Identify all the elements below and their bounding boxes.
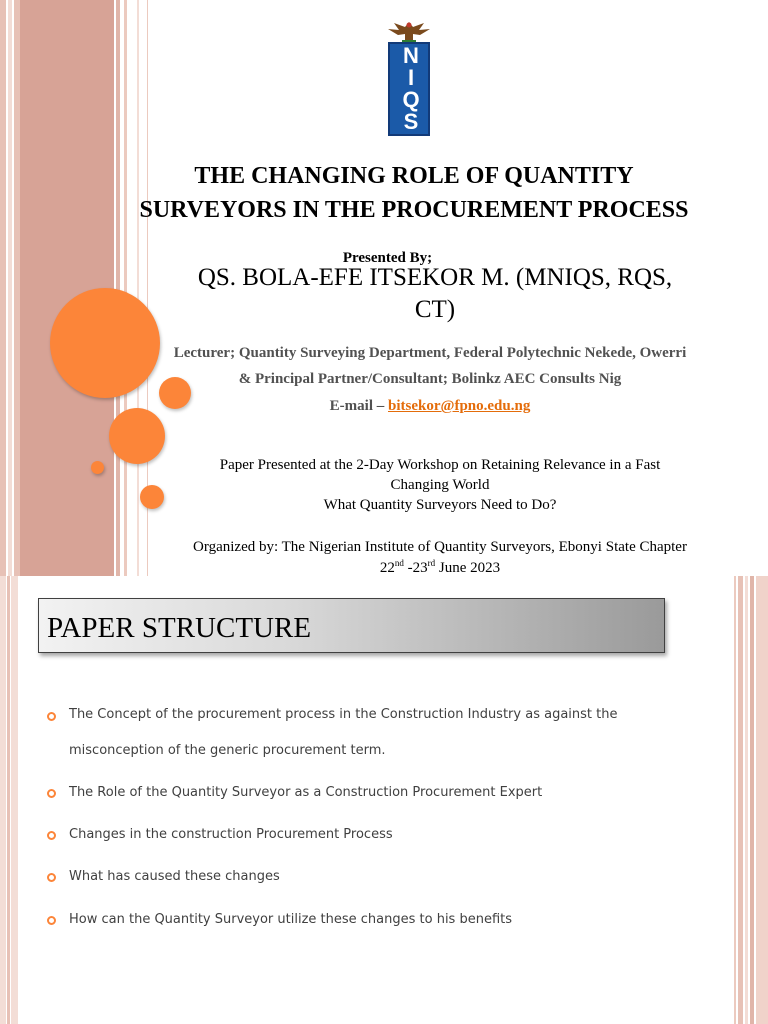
bullet-text-continued: misconception of the generic procurement term.: [69, 743, 386, 758]
niqs-logo: [386, 20, 432, 136]
section-title: PAPER STRUCTURE: [47, 612, 312, 644]
decor-circle: [109, 408, 165, 464]
decor-band: [738, 576, 743, 1024]
decor-band: [11, 576, 18, 1024]
bullet-icon: [47, 873, 56, 882]
email-label: E-mail –: [329, 398, 388, 414]
decor-band: [750, 576, 754, 1024]
paper-structure-slide: [0, 576, 768, 1024]
logo-letter: N: [403, 43, 419, 68]
bullet-text: How can the Quantity Surveyor utilize these changes to his benefits: [69, 912, 513, 927]
decor-band: [734, 576, 736, 1024]
paper-info-line-2: Changing World: [390, 477, 490, 493]
bullet-text: Changes in the construction Procurement Process: [69, 827, 393, 842]
decor-band: [0, 576, 6, 1024]
decor-band: [756, 576, 768, 1024]
bullet-text: The Concept of the procurement process in the Construction Industry as against the: [69, 707, 618, 722]
email-link[interactable]: bitsekor@fpno.edu.ng: [388, 398, 531, 414]
slide-title-line-2: SURVEYORS IN THE PROCUREMENT PROCESS: [139, 197, 689, 223]
bullet-icon: [47, 831, 56, 840]
decor-band: [116, 0, 120, 576]
slide-title-line-1: THE CHANGING ROLE OF QUANTITY: [194, 163, 634, 189]
decor-band: [0, 0, 6, 576]
decor-band: [137, 0, 139, 576]
logo-letter: S: [403, 109, 419, 134]
presenter-name-line-1: QS. BOLA-EFE ITSEKOR M. (MNIQS, RQS,: [197, 264, 673, 291]
bullet-icon: [47, 916, 56, 925]
email-line: [100, 398, 760, 415]
paper-info-line-1: Paper Presented at the 2-Day Workshop on Retaining Relevance in a Fast: [219, 457, 661, 473]
bullet-icon: [47, 712, 56, 721]
logo-plate: [388, 42, 430, 136]
decor-band: [7, 576, 10, 1024]
decor-band: [8, 0, 12, 576]
paper-info-line-3: What Quantity Surveyors Need to Do?: [323, 497, 557, 513]
decor-circle: [91, 461, 104, 474]
affiliation-line-1: Lecturer; Quantity Surveying Department, Federal Polytechnic Nekede, Owerri: [173, 345, 687, 361]
presented-by-label: Presented By;: [342, 250, 433, 266]
decor-band: [745, 576, 748, 1024]
organized-by: Organized by: The Nigerian Institute of Quantity Surveyors, Ebonyi State Chapter: [193, 539, 687, 555]
event-date: 22nd -23rd June 2023: [379, 558, 501, 576]
section-title-box: [38, 598, 665, 653]
bullet-icon: [47, 789, 56, 798]
presenter-name-line-2: CT): [414, 296, 456, 323]
logo-letter: I: [407, 65, 415, 90]
bullet-text: The Role of the Quantity Surveyor as a Construction Procurement Expert: [69, 785, 543, 800]
decor-band: [124, 0, 127, 576]
affiliation-line-2: & Principal Partner/Consultant; Bolinkz AEC Consults Nig: [238, 371, 622, 387]
logo-letter: Q: [402, 87, 420, 112]
bullet-text: What has caused these changes: [69, 869, 280, 884]
